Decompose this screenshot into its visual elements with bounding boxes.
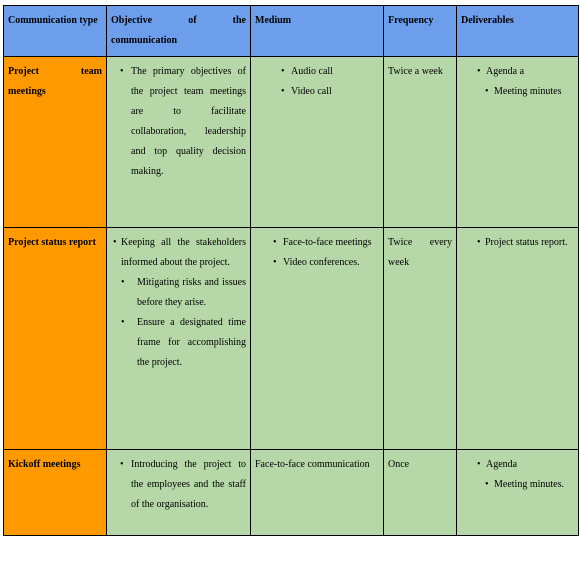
medium-list bbox=[255, 62, 379, 102]
objective-list bbox=[111, 62, 246, 182]
objective-item: • Mitigating risks and issues before they arise. bbox=[111, 273, 246, 313]
communication-plan-table bbox=[3, 5, 579, 536]
deliverables-list bbox=[461, 62, 574, 102]
deliverables-cell bbox=[457, 450, 579, 536]
header-communication-type: Communication type bbox=[4, 6, 107, 57]
communication-type-cell: Project team meetings bbox=[4, 57, 107, 228]
deliverable-item: • Agenda a bbox=[461, 62, 574, 82]
frequency-cell: Once bbox=[384, 450, 457, 536]
frequency-cell: Twice a week bbox=[384, 57, 457, 228]
communication-type-cell: Project status report bbox=[4, 228, 107, 450]
table-row bbox=[4, 57, 579, 228]
medium-cell bbox=[251, 228, 384, 450]
objective-item: • Ensure a designated time frame for accomplishing the project. bbox=[111, 313, 246, 373]
objective-cell bbox=[107, 57, 251, 228]
objective-cell bbox=[107, 228, 251, 450]
medium-cell: Face-to-face communication bbox=[251, 450, 384, 536]
medium-item: • Video call bbox=[255, 82, 379, 102]
deliverable-item: • Agenda bbox=[461, 455, 574, 475]
objective-list bbox=[111, 455, 246, 515]
header-medium: Medium bbox=[251, 6, 384, 57]
medium-item: • Audio call bbox=[255, 62, 379, 82]
deliverable-item: • Meeting minutes. bbox=[461, 475, 574, 495]
table-row bbox=[4, 228, 579, 450]
deliverables-list bbox=[461, 233, 574, 253]
medium-cell bbox=[251, 57, 384, 228]
frequency-cell: Twice every week bbox=[384, 228, 457, 450]
header-deliverables: Deliverables bbox=[457, 6, 579, 57]
header-objective: Objective of the communication bbox=[107, 6, 251, 57]
communication-type-cell: Kickoff meetings bbox=[4, 450, 107, 536]
objective-item: • The primary objectives of the project team meetings are to facilitate collaboration, leadership and top quality decision making. bbox=[131, 62, 246, 182]
table-row bbox=[4, 450, 579, 536]
deliverables-list bbox=[461, 455, 574, 495]
objective-cell bbox=[107, 450, 251, 536]
medium-item: • Video conferences. bbox=[255, 253, 379, 273]
objective-list bbox=[111, 233, 246, 373]
objective-item: • Keeping all the stakeholders informed about the project. bbox=[121, 233, 246, 273]
deliverable-item: • Meeting minutes bbox=[461, 82, 574, 102]
objective-item: • Introducing the project to the employees and the staff of the organisation. bbox=[131, 455, 246, 515]
medium-item: • Face-to-face meetings bbox=[255, 233, 379, 253]
medium-list bbox=[255, 233, 379, 273]
deliverables-cell bbox=[457, 57, 579, 228]
deliverable-item: • Project status report. bbox=[461, 233, 574, 253]
table-header-row bbox=[4, 6, 579, 57]
header-frequency: Frequency bbox=[384, 6, 457, 57]
deliverables-cell bbox=[457, 228, 579, 450]
